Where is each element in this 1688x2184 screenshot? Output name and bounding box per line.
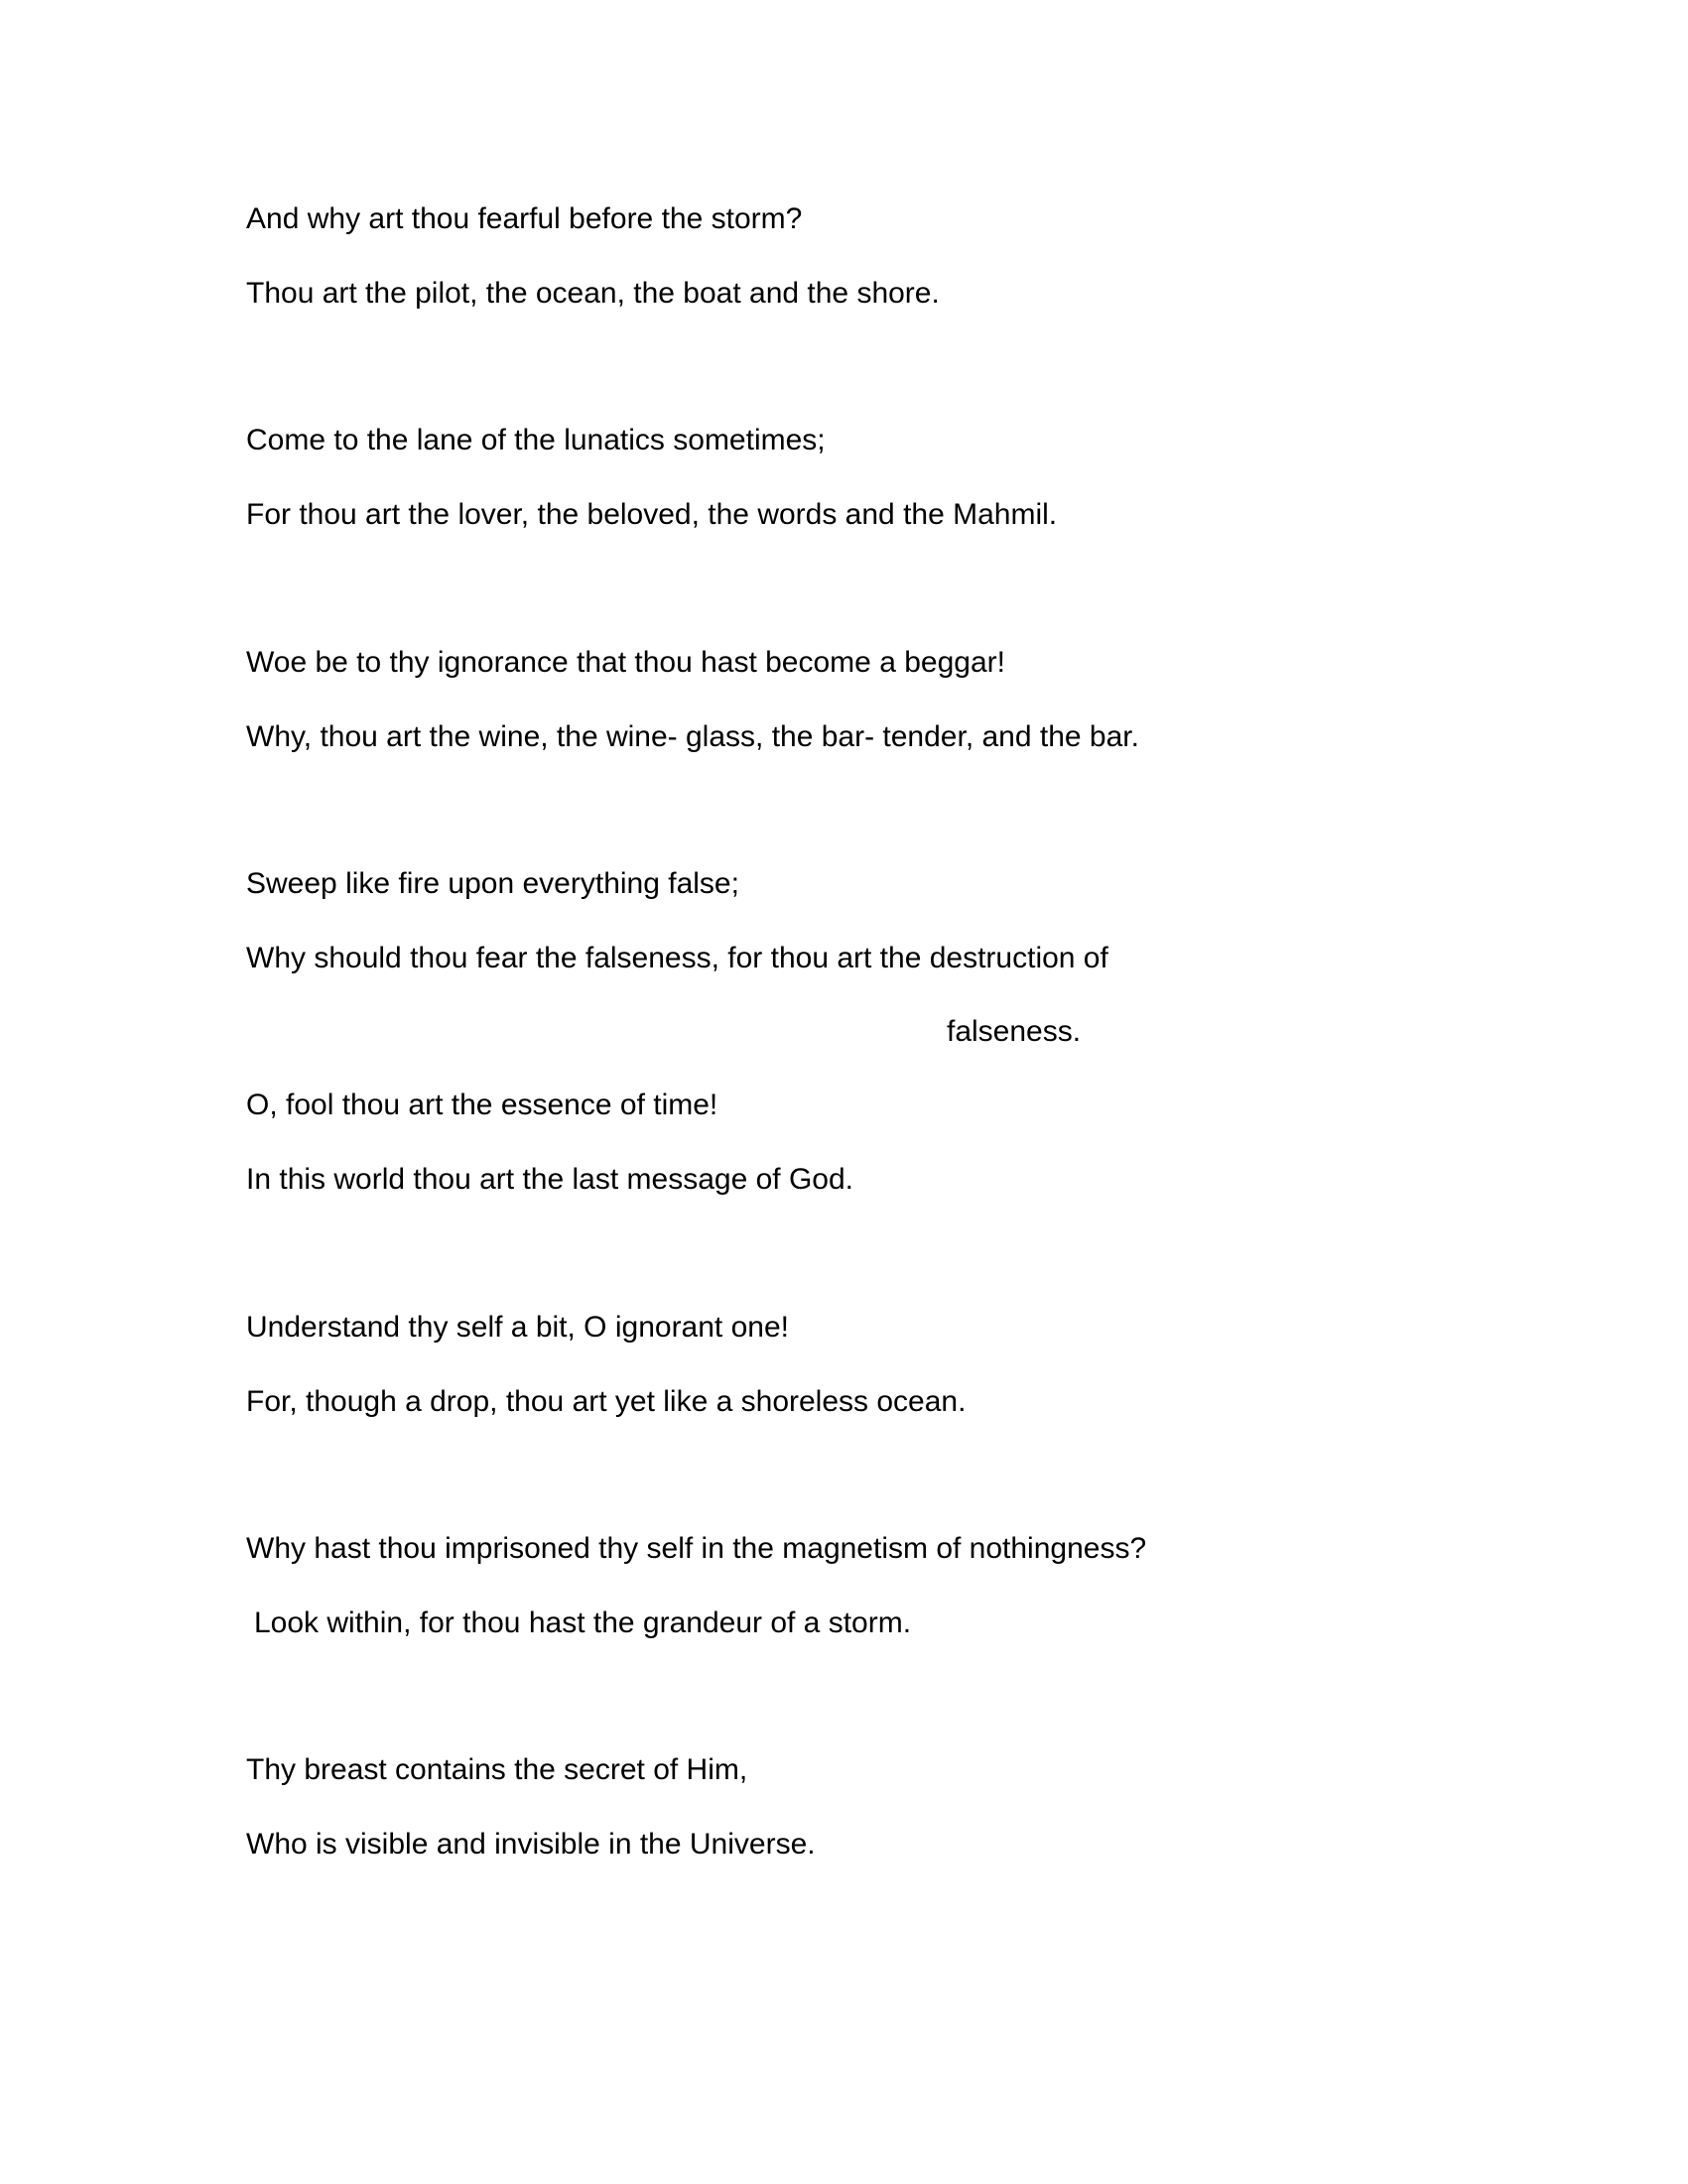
- poem-line-2: Thou art the pilot, the ocean, the boat and the shore.: [246, 277, 940, 310]
- poem-line-7: Sweep like fire upon everything false;: [246, 867, 739, 900]
- poem-line-14: Why hast thou imprisoned thy self in the magnetism of nothingness?: [246, 1532, 1147, 1565]
- poem-line-6: Why, thou art the wine, the wine- glass, the bar- tender, and the bar.: [246, 720, 1139, 753]
- poem-line-13: For, though a drop, thou art yet like a shoreless ocean.: [246, 1385, 967, 1418]
- poem-line-3: Come to the lane of the lunatics sometimes;: [246, 424, 826, 456]
- poem-line-12: Understand thy self a bit, O ignorant one!: [246, 1311, 789, 1344]
- poem-line-4: For thou art the lover, the beloved, the words and the Mahmil.: [246, 498, 1058, 531]
- poem-line-15: Look within, for thou hast the grandeur of a storm.: [254, 1606, 912, 1639]
- poem-line-5: Woe be to thy ignorance that thou hast become a beggar!: [246, 646, 1005, 679]
- poem-line-1: And why art thou fearful before the storm?: [246, 202, 803, 235]
- poem-line-11: In this world thou art the last message of God.: [246, 1163, 853, 1196]
- poem-line-16: Thy breast contains the secret of Him,: [246, 1753, 748, 1786]
- poem-line-9: falseness.: [947, 1015, 1082, 1048]
- poem-line-17: Who is visible and invisible in the Universe.: [246, 1828, 816, 1861]
- poem-line-10: O, fool thou art the essence of time!: [246, 1089, 718, 1121]
- poem-line-8: Why should thou fear the falseness, for thou art the destruction of: [246, 942, 1108, 974]
